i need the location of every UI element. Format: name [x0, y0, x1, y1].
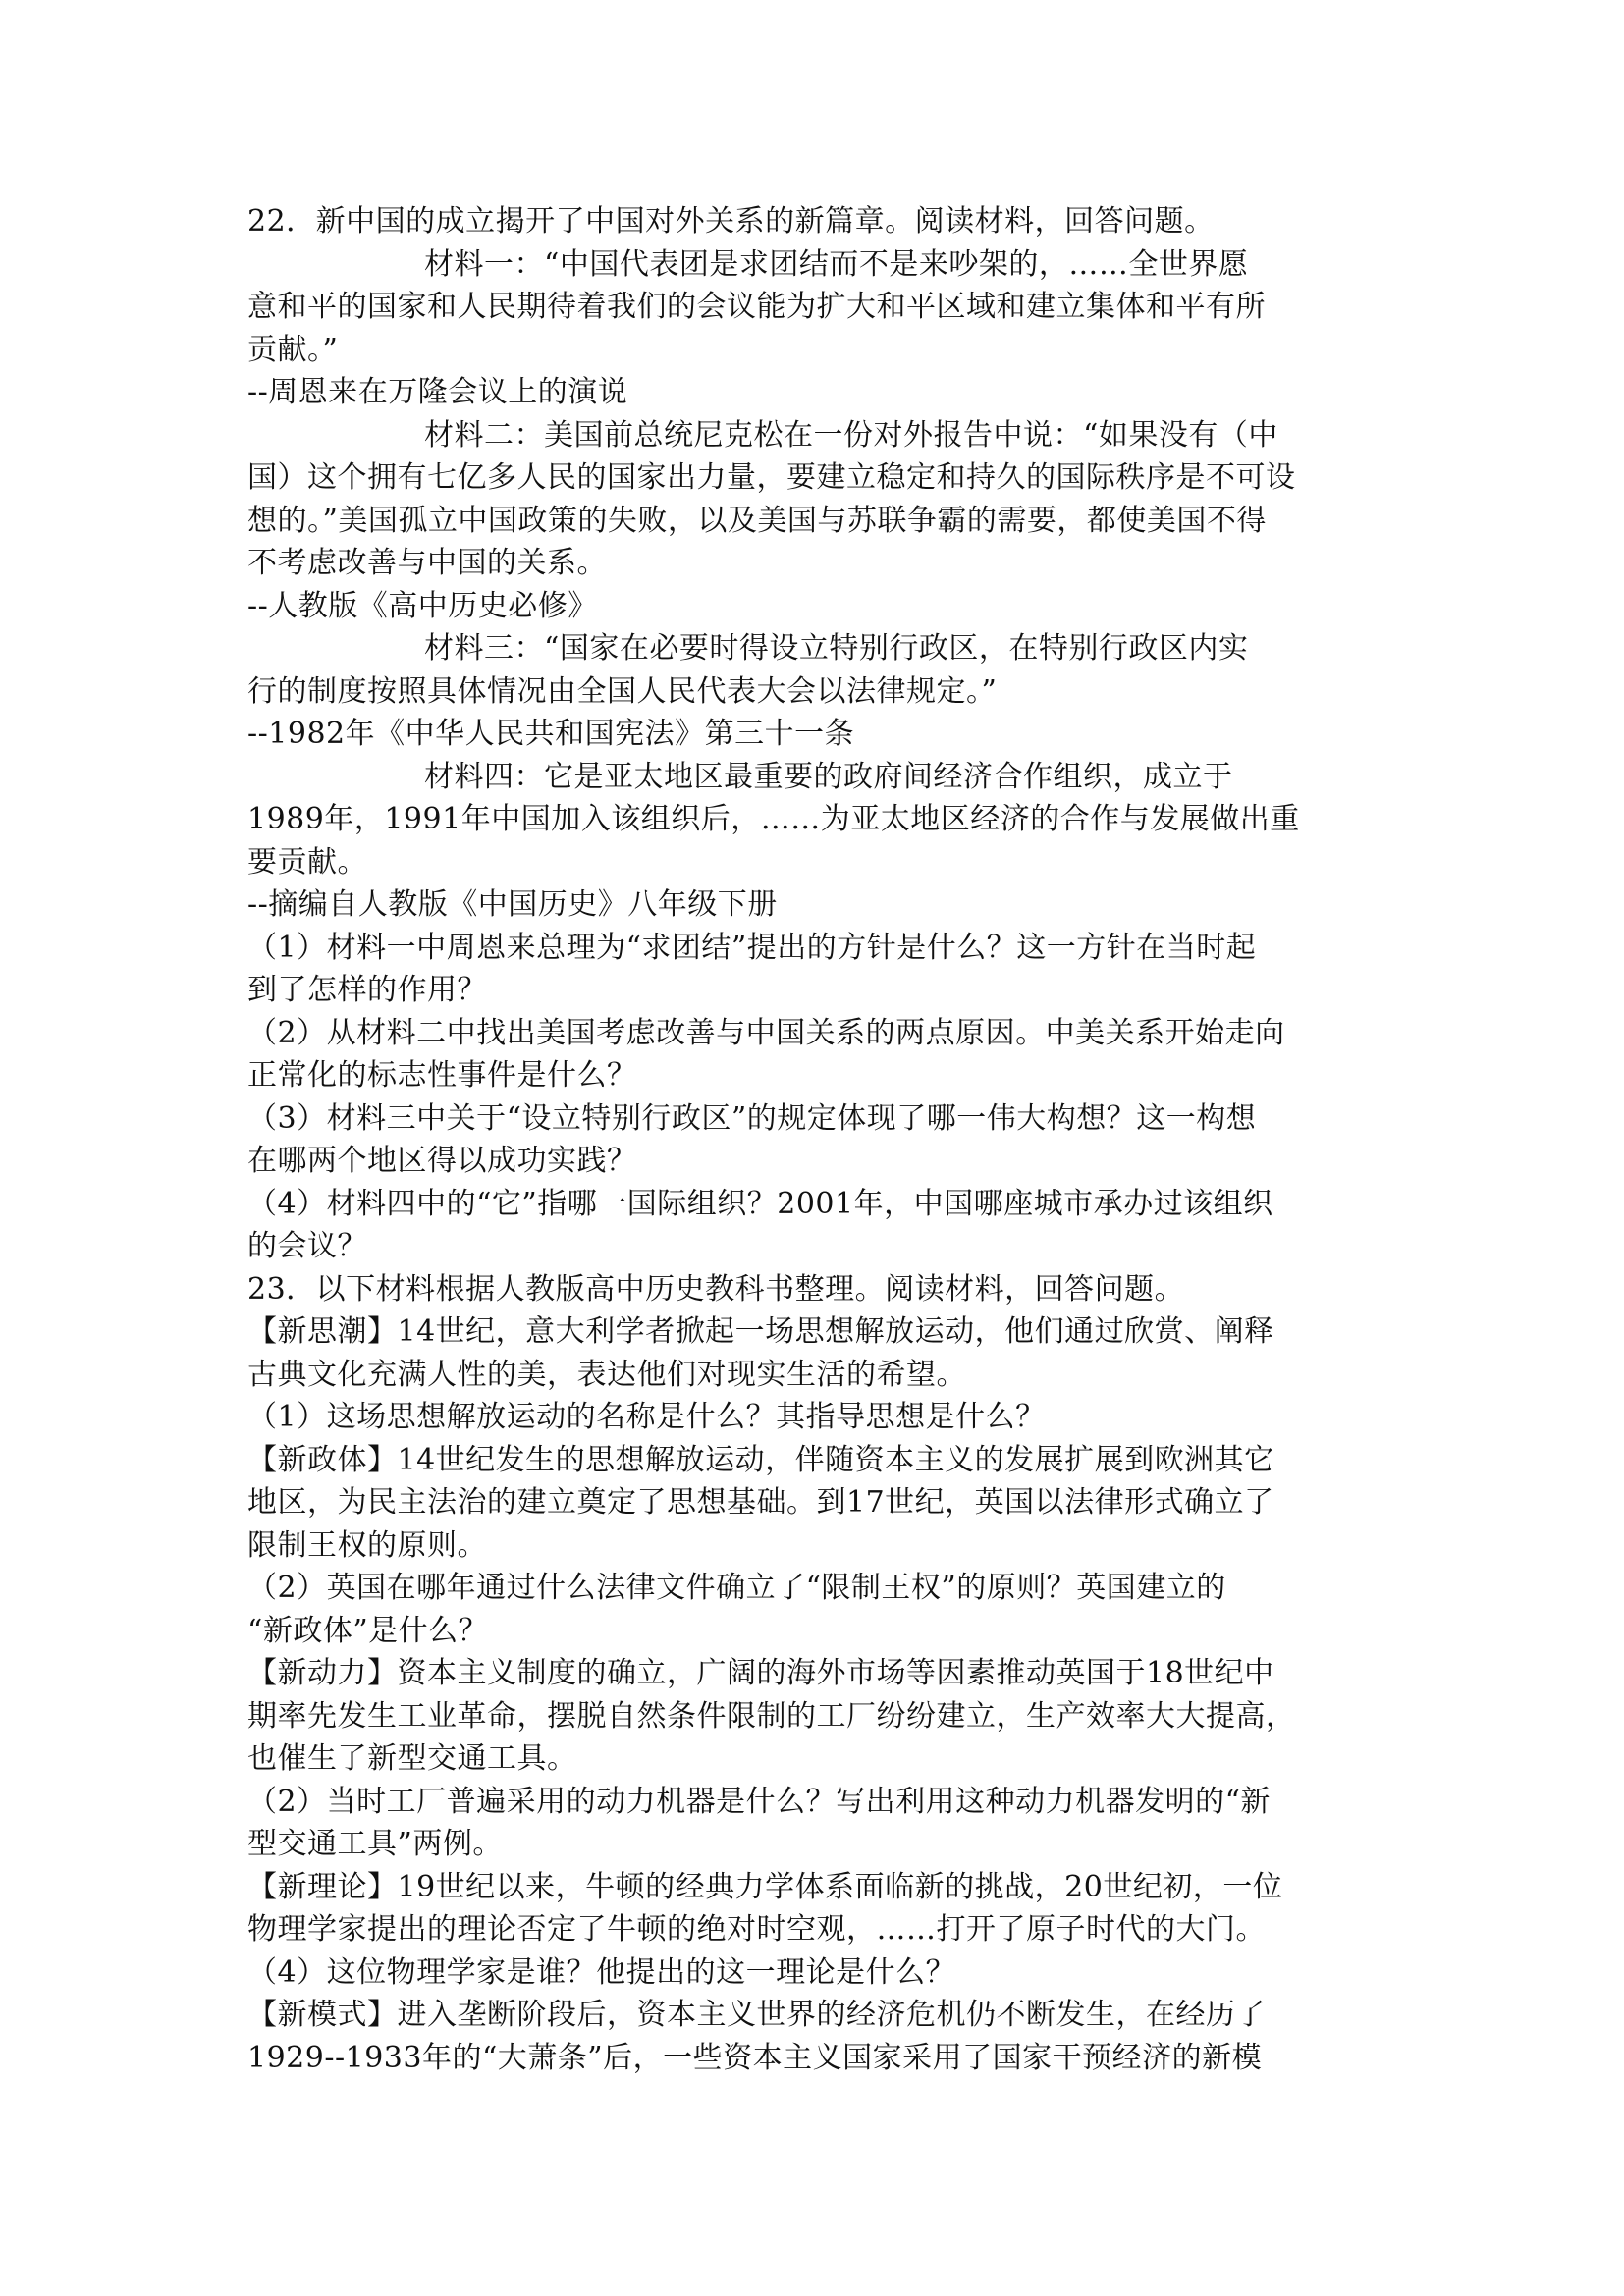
material-3-source: --1982年《中华人民共和国宪法》第三十一条	[247, 717, 855, 751]
question-23-stem: 23．以下材料根据人教版高中历史教科书整理。阅读材料，回答问题。	[247, 1271, 1185, 1307]
new-model-paragraph: 1929--1933年的“大萧条”后，一些资本主义国家采用了国家干预经济的新模	[247, 2040, 1263, 2075]
new-polity-paragraph: 【新政体】14世纪发生的思想解放运动，伴随资本主义的发展扩展到欧洲其它	[247, 1442, 1274, 1477]
question-22-stem: 22．新中国的成立揭开了中国对外关系的新篇章。阅读材料，回答问题。	[247, 204, 1215, 239]
material-1-line: 意和平的国家和人民期待着我们的会议能为扩大和平区域和建立集体和平有所	[247, 290, 1266, 324]
material-4-line: 要贡献。	[247, 844, 367, 880]
material-2-line: 想的。”美国孤立中国政策的失败，以及美国与苏联争霸的需要，都使美国不得	[247, 503, 1267, 538]
material-1-line: 材料一：“中国代表团是求团结而不是来吵架的，……全世界愿	[424, 246, 1249, 282]
sub-question-2: 正常化的标志性事件是什么？	[247, 1058, 637, 1093]
new-power-paragraph: 期率先发生工业革命，摆脱自然条件限制的工厂纷纷建立，生产效率大大提高，	[247, 1698, 1296, 1734]
material-1-line: 贡献。”	[247, 332, 339, 367]
material-2-line: 不考虑改善与中国的关系。	[247, 546, 607, 580]
new-polity-question: “新政体”是什么？	[247, 1613, 489, 1648]
new-power-paragraph: 【新动力】资本主义制度的确立，广阔的海外市场等因素推动英国于18世纪中	[247, 1656, 1274, 1690]
document-page	[247, 200, 1386, 2079]
material-4-line: 材料四：它是亚太地区最重要的政府间经济合作组织，成立于	[424, 759, 1233, 794]
new-theory-question: （4）这位物理学家是谁？他提出的这一理论是什么？	[247, 1954, 956, 1990]
material-2-line: 材料二：美国前总统尼克松在一份对外报告中说：“如果没有（中	[424, 417, 1278, 453]
new-power-paragraph: 也催生了新型交通工具。	[247, 1741, 577, 1776]
sub-question-3: 在哪两个地区得以成功实践？	[247, 1144, 637, 1178]
material-1-source: --周恩来在万隆会议上的演说	[247, 375, 628, 409]
new-thought-question: （1）这场思想解放运动的名称是什么？其指导思想是什么？	[247, 1400, 1046, 1434]
material-3-line: 材料三：“国家在必要时得设立特别行政区，在特别行政区内实	[424, 631, 1249, 666]
new-power-question: 型交通工具”两例。	[247, 1827, 503, 1861]
new-thought-paragraph: 【新思潮】14世纪，意大利学者掀起一场思想解放运动，他们通过欣赏、阐释	[247, 1314, 1274, 1349]
new-theory-paragraph: 【新理论】19世纪以来，牛顿的经典力学体系面临新的挑战，20世纪初，一位	[247, 1869, 1283, 1904]
sub-question-4: （4）材料四中的“它”指哪一国际组织？2001年，中国哪座城市承办过该组织	[247, 1186, 1273, 1221]
new-polity-question: （2）英国在哪年通过什么法律文件确立了“限制王权”的原则？英国建立的	[247, 1571, 1226, 1605]
material-3-line: 行的制度按照具体情况由全国人民代表大会以法律规定。”	[247, 673, 998, 709]
new-polity-paragraph: 限制王权的原则。	[247, 1527, 487, 1563]
sub-question-2: （2）从材料二中找出美国考虑改善与中国关系的两点原因。中美关系开始走向	[247, 1015, 1285, 1050]
material-2-source: --人教版《高中历史必修》	[247, 588, 598, 623]
material-2-line: 国）这个拥有七亿多人民的国家出力量，要建立稳定和持久的国际秩序是不可设	[247, 460, 1296, 495]
sub-question-1: 到了怎样的作用？	[247, 973, 487, 1007]
new-polity-paragraph: 地区，为民主法治的建立奠定了思想基础。到17世纪，英国以法律形式确立了	[247, 1485, 1274, 1520]
sub-question-3: （3）材料三中关于“设立特别行政区”的规定体现了哪一伟大构想？这一构想	[247, 1100, 1257, 1136]
sub-question-1: （1）材料一中周恩来总理为“求团结”提出的方针是什么？这一方针在当时起	[247, 930, 1257, 965]
new-thought-paragraph: 古典文化充满人性的美，表达他们对现实生活的希望。	[247, 1357, 966, 1392]
new-model-paragraph: 【新模式】进入垄断阶段后，资本主义世界的经济危机仍不断发生，在经历了	[247, 1998, 1266, 2032]
material-4-source: --摘编自人教版《中国历史》八年级下册	[247, 887, 778, 922]
sub-question-4: 的会议？	[247, 1229, 367, 1263]
new-theory-paragraph: 物理学家提出的理论否定了牛顿的绝对时空观，……打开了原子时代的大门。	[247, 1912, 1266, 1947]
new-power-question: （2）当时工厂普遍采用的动力机器是什么？写出利用这种动力机器发明的“新	[247, 1784, 1271, 1819]
material-4-line: 1989年，1991年中国加入该组织后，……为亚太地区经济的合作与发展做出重	[247, 802, 1300, 836]
